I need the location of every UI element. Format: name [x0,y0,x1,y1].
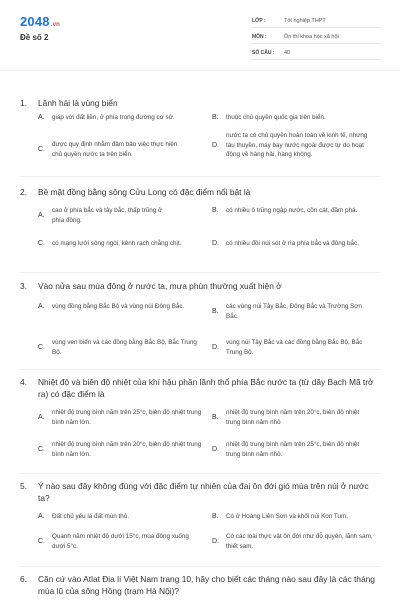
option-letter: D. [212,538,219,545]
question-title [20,480,380,504]
option-b[interactable] [210,302,376,321]
option-letter: C. [38,240,45,248]
option-letter: A. [38,414,45,421]
logo-text: 2048 [20,14,50,29]
option-d[interactable] [210,338,376,357]
page-header [0,0,400,70]
option-text: vùng ven biển và các đồng bằng Bắc Bộ, Bắc Trung Bộ. [52,339,197,356]
option-a[interactable] [36,302,208,312]
option-text: nhiệt độ trung bình năm trên 25°c, biên độ nhiệt trung bình năm lớn. [52,409,202,426]
exam-number: Đề số 2 [20,33,49,42]
option-text: Đất chủ yếu là đất mùn thô. [52,513,130,520]
option-text: nhiệt độ trung bình năm trên 20°c, biên độ nhiệt trung bình năm lớn. [52,441,202,458]
question-2 [20,186,380,260]
option-letter: B. [212,114,219,122]
option-text: có mạng lưới sông ngòi, kênh rạch chằng chịt. [52,240,182,247]
question-text: Bề mặt đồng bằng sông Cửu Long có đặc điểm nổi bật là [38,187,251,197]
question-number: 2. [20,187,27,197]
option-letter: C. [38,344,45,351]
option-letter: B. [212,207,219,215]
option-text: có nhiều ô trũng ngập nước, cồn cát, đầm phá. [226,207,358,214]
header-divider [0,70,400,71]
options [20,508,380,562]
option-b[interactable] [210,408,376,427]
option-letter: B. [212,308,219,315]
option-text: thuộc chủ quyền quốc gia trên biển. [226,114,326,121]
question-text: Vào nửa sau mùa đông ở nước ta, mưa phùn thường xuất hiện ở [38,281,282,291]
option-letter: B. [212,414,219,421]
option-text: Có các loài thực vật ôn đới như đỗ quyên, lãnh sam, thiết sam. [226,533,373,550]
question-3 [20,280,380,366]
option-a[interactable] [36,512,208,522]
option-text: Quanh năm nhiệt độ dưới 15°c, mùa đông xuống dưới 5°c. [52,533,189,550]
option-c[interactable] [36,440,208,459]
option-text: cao ở phía bắc và tây bắc, thấp trũng ở phía đông. [52,207,163,224]
question-title [20,280,380,292]
options [20,202,380,260]
question-number: 4. [20,377,27,387]
question-number: 6. [20,574,27,584]
option-d[interactable] [210,131,376,160]
meta-key: LỚP : [252,17,266,24]
question-separator [20,473,380,474]
question-title [20,573,380,597]
option-d[interactable] [210,239,376,249]
option-a[interactable] [36,408,208,427]
option-letter: D. [212,240,219,248]
option-letter: B. [212,513,219,521]
question-5 [20,480,380,562]
logo-suffix: .vn [50,22,61,28]
option-b[interactable] [210,113,376,123]
option-c[interactable] [36,532,208,551]
option-letter: A. [38,212,45,219]
option-letter: C. [38,446,45,453]
meta-row-class [252,14,380,28]
question-separator [20,369,380,370]
option-text: Có ở Hoàng Liên Sơn và khối núi Kon Tum. [226,513,349,520]
meta-row-subject [252,30,380,44]
option-b[interactable] [210,206,376,216]
option-text: nhiệt độ trung bình năm trên 20°c, biên độ nhiệt trung bình năm nhỏ [226,409,360,426]
option-text: các vùng núi Tây Bắc, Đông Bắc và Trường Sơn Bắc. [226,303,362,320]
option-text: nhiệt độ trung bình năm trên 25°c, biên độ nhiệt trung bình năm nhỏ. [226,441,360,458]
question-1 [20,97,380,181]
question-6 [20,573,380,597]
question-number: 1. [20,98,27,108]
question-number: 3. [20,281,27,291]
option-a[interactable] [36,206,208,225]
option-b[interactable] [210,512,376,522]
option-text: giáp với đất liền, ở phía trong đường cơ sở. [52,114,175,121]
options [20,296,380,366]
question-separator [20,176,380,177]
meta-row-count [252,46,380,60]
option-text: vùng núi Tây Bắc và các đồng bằng Bắc Bộ, Bắc Trung Bộ. [226,339,363,356]
option-d[interactable] [210,532,376,551]
meta-key: MÔN : [252,33,267,40]
meta-key: SỐ CÂU : [252,49,275,56]
question-text: Lãnh hải là vùng biển [38,98,118,108]
meta-value: 40 [284,49,291,56]
option-letter: A. [38,513,45,521]
meta-value: Tốt nghiệp THPT [284,17,326,24]
site-logo[interactable] [20,14,60,29]
question-title [20,186,380,198]
options [20,404,380,466]
question-title [20,97,380,109]
option-c[interactable] [36,140,208,159]
option-c[interactable] [36,239,208,249]
question-number: 5. [20,481,27,491]
option-letter: C. [38,538,45,545]
exam-meta [252,14,380,62]
option-letter: D. [212,344,219,351]
question-separator [20,272,380,273]
question-text: Căn cứ vào Atlat Địa lí Việt Nam trang 10, hãy cho biết các tháng nào sau đây là các tháng mùa lũ của sông Hồng (trạm Hà Nội)? [38,574,375,596]
option-letter: D. [212,446,219,453]
question-text: Nhiệt độ và biên độ nhiệt của khí hậu phần lãnh thổ phía Bắc nước ta (từ dãy Bạch Mã trở ra) có đặc điểm là [38,377,374,399]
question-title [20,376,380,400]
option-letter: C. [38,146,45,153]
option-text: vùng đồng bằng Bắc Bộ và vùng núi Đông Bắc. [52,303,185,310]
question-4 [20,376,380,466]
option-text: được quy định nhằm đảm bảo việc thực hiện chủ quyền nước ta trên biển. [52,141,178,158]
option-letter: A. [38,114,45,122]
option-a[interactable] [36,113,208,123]
option-text: nước ta có chủ quyền hoàn toàn về kinh tế, nhưng tàu thuyền, máy bay nước ngoài được tự do hoạt động về hàng hải, hàng không. [226,132,368,158]
option-d[interactable] [210,440,376,459]
options [20,113,380,181]
option-letter: A. [38,303,45,311]
option-letter: D. [212,141,219,149]
option-text: có nhiều đồi núi sót ở rìa phía bắc và đông bắc. [226,240,359,247]
question-text: Ý nào sau đây không đúng với đặc điểm tự nhiên của đai ôn đới gió mùa trên núi ở nước ta? [38,481,369,503]
question-separator [20,566,380,567]
option-c[interactable] [36,338,208,357]
meta-value: Ôn thi khoa học xã hội [284,33,339,40]
